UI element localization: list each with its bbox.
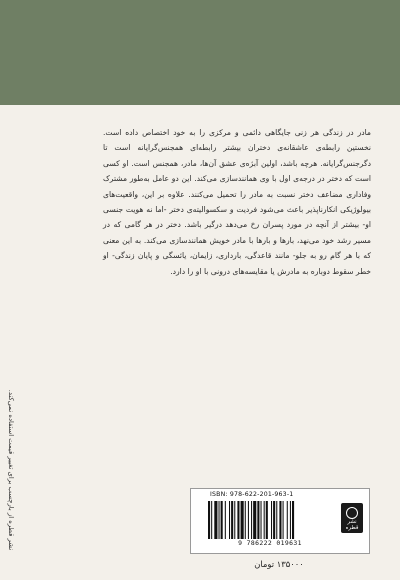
green-top-band	[0, 0, 400, 105]
vertical-price-notice	[4, 365, 18, 575]
barcode-image	[206, 501, 336, 539]
price-notice-text: نشر قطره از بارچسب برای تغییر قیمت استفاده نمی‌کند.	[7, 389, 15, 551]
drop-logo-icon	[346, 507, 358, 519]
blurb-text-block	[103, 125, 371, 279]
publisher-logo	[341, 503, 363, 533]
blurb-paragraph: مادر در زندگی هر زنی جایگاهی دائمی و مرکزی را به خود اختصاص داده است. نخستین رابطه‌ی عاشقانه‌ی دختران بیشتر رابطه‌ای همجنس‌گرایانه است تا دگرجنس‌گرایانه. هرچه باشد، اولین آبژه‌ی عشق آن‌ها، مادر، همجنس است. او کسی است که دختر در درجه‌ی اول با وی همانندسازی می‌کند. این دو عامل به‌طور مشترک وفاداری مضاعف دختر نسبت به مادر را تحمیل می‌کنند. علاوه بر این، واقعیت‌های بیولوژیکی انکارناپذیر باعث می‌شود فردیت و سکسوالیته‌ی دختر -اما نه هویت جنسی او- بیشتر از آنچه در مورد پسران رخ می‌دهد درگیر باشد. دختر در هر گامی که در مسیر رشد خود می‌نهد، بارها و بارها با مادر خویش همانندسازی می‌کند. به این معنی که با هر گام رو به جلو- مانند قاعدگی، بارداری، زایمان، یائسگی و پایان زندگی- او خطر سقوط دوباره به مادرش یا مقایسه‌های درونی با او را دارد.	[103, 128, 371, 276]
barcode-digits: 9 786222 019631	[238, 539, 302, 547]
publisher-logo-text: نشر قطره	[345, 519, 359, 531]
isbn-label: ISBN: 978-622-201-963-1	[210, 491, 294, 498]
price-label: ۱۳۵۰۰۰ تومان	[254, 559, 304, 569]
